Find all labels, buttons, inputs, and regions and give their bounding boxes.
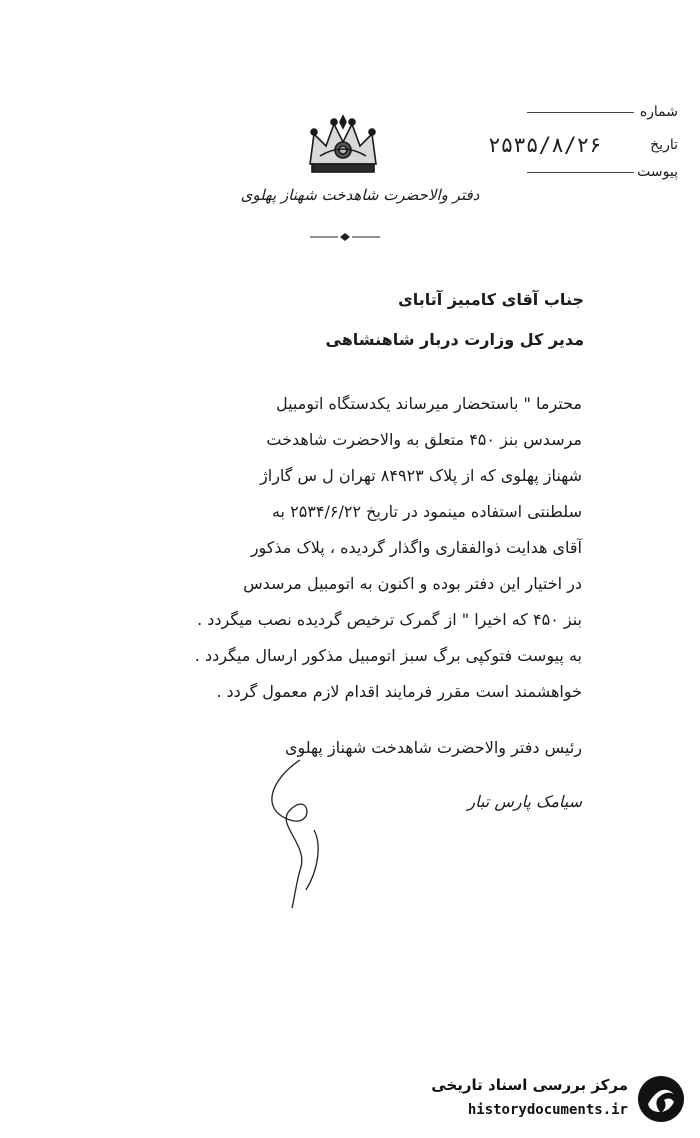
signatory-name: سیامک پارس تبار xyxy=(467,792,582,811)
handwritten-signature xyxy=(230,750,350,910)
ornament-divider xyxy=(310,232,380,242)
number-value xyxy=(527,112,634,113)
date-label: تاریخ xyxy=(650,137,678,153)
archive-logo-icon xyxy=(636,1074,686,1124)
letter-number-row xyxy=(527,104,678,120)
body-line: آقای هدایت ذوالفقاری واگذار گردیده ، پلاک مذکور xyxy=(250,538,582,557)
body-line: سلطنتی استفاده مینمود در تاریخ ۲۵۳۴/۶/۲۲ به xyxy=(271,502,582,521)
pahlavi-crown-icon xyxy=(300,112,386,178)
body-line: در اختیار این دفتر بوده و اکنون به اتومبیل مرسدس xyxy=(243,574,582,593)
body-line: خواهشمند است مقرر فرمایند اقدام لازم معمول گردد . xyxy=(216,682,582,701)
office-name: دفتر والاحضرت شاهدخت شهناز پهلوی xyxy=(240,186,480,204)
date-value: ۲۵۳۵/۸/۲۶ xyxy=(488,133,602,157)
addressee-name: جناب آقای کامبیز آتابای xyxy=(398,290,584,309)
body-line: به پیوست فتوکپی برگ سبز اتومبیل مذکور ارسال میگردد . xyxy=(194,646,582,665)
archive-watermark xyxy=(410,1072,690,1128)
letter-enclosure-row xyxy=(527,164,678,180)
watermark-title: مرکز بررسی اسناد تاریخی xyxy=(431,1076,628,1094)
number-label: شماره xyxy=(639,104,678,120)
body-line: شهناز پهلوی که از پلاک ۸۴۹۲۳ تهران ل س گاراژ xyxy=(260,466,582,485)
body-line: مرسدس بنز ۴۵۰ متعلق به والاحضرت شاهدخت xyxy=(266,430,582,449)
closing-title: رئیس دفتر والاحضرت شاهدخت شهناز پهلوی xyxy=(284,738,582,757)
body-line: محترما " باستحضار میرساند یکدستگاه اتومبیل xyxy=(275,394,582,413)
addressee-title: مدیر کل وزارت دربار شاهنشاهی xyxy=(325,330,584,349)
enclosure-value xyxy=(527,172,634,173)
body-line: بنز ۴۵۰ که اخیرا " از گمرک ترخیص گردیده نصب میگردد . xyxy=(197,610,582,629)
watermark-url: historydocuments.ir xyxy=(467,1102,628,1118)
letter-date-row xyxy=(482,133,678,157)
enclosure-label: پیوست xyxy=(637,164,678,180)
